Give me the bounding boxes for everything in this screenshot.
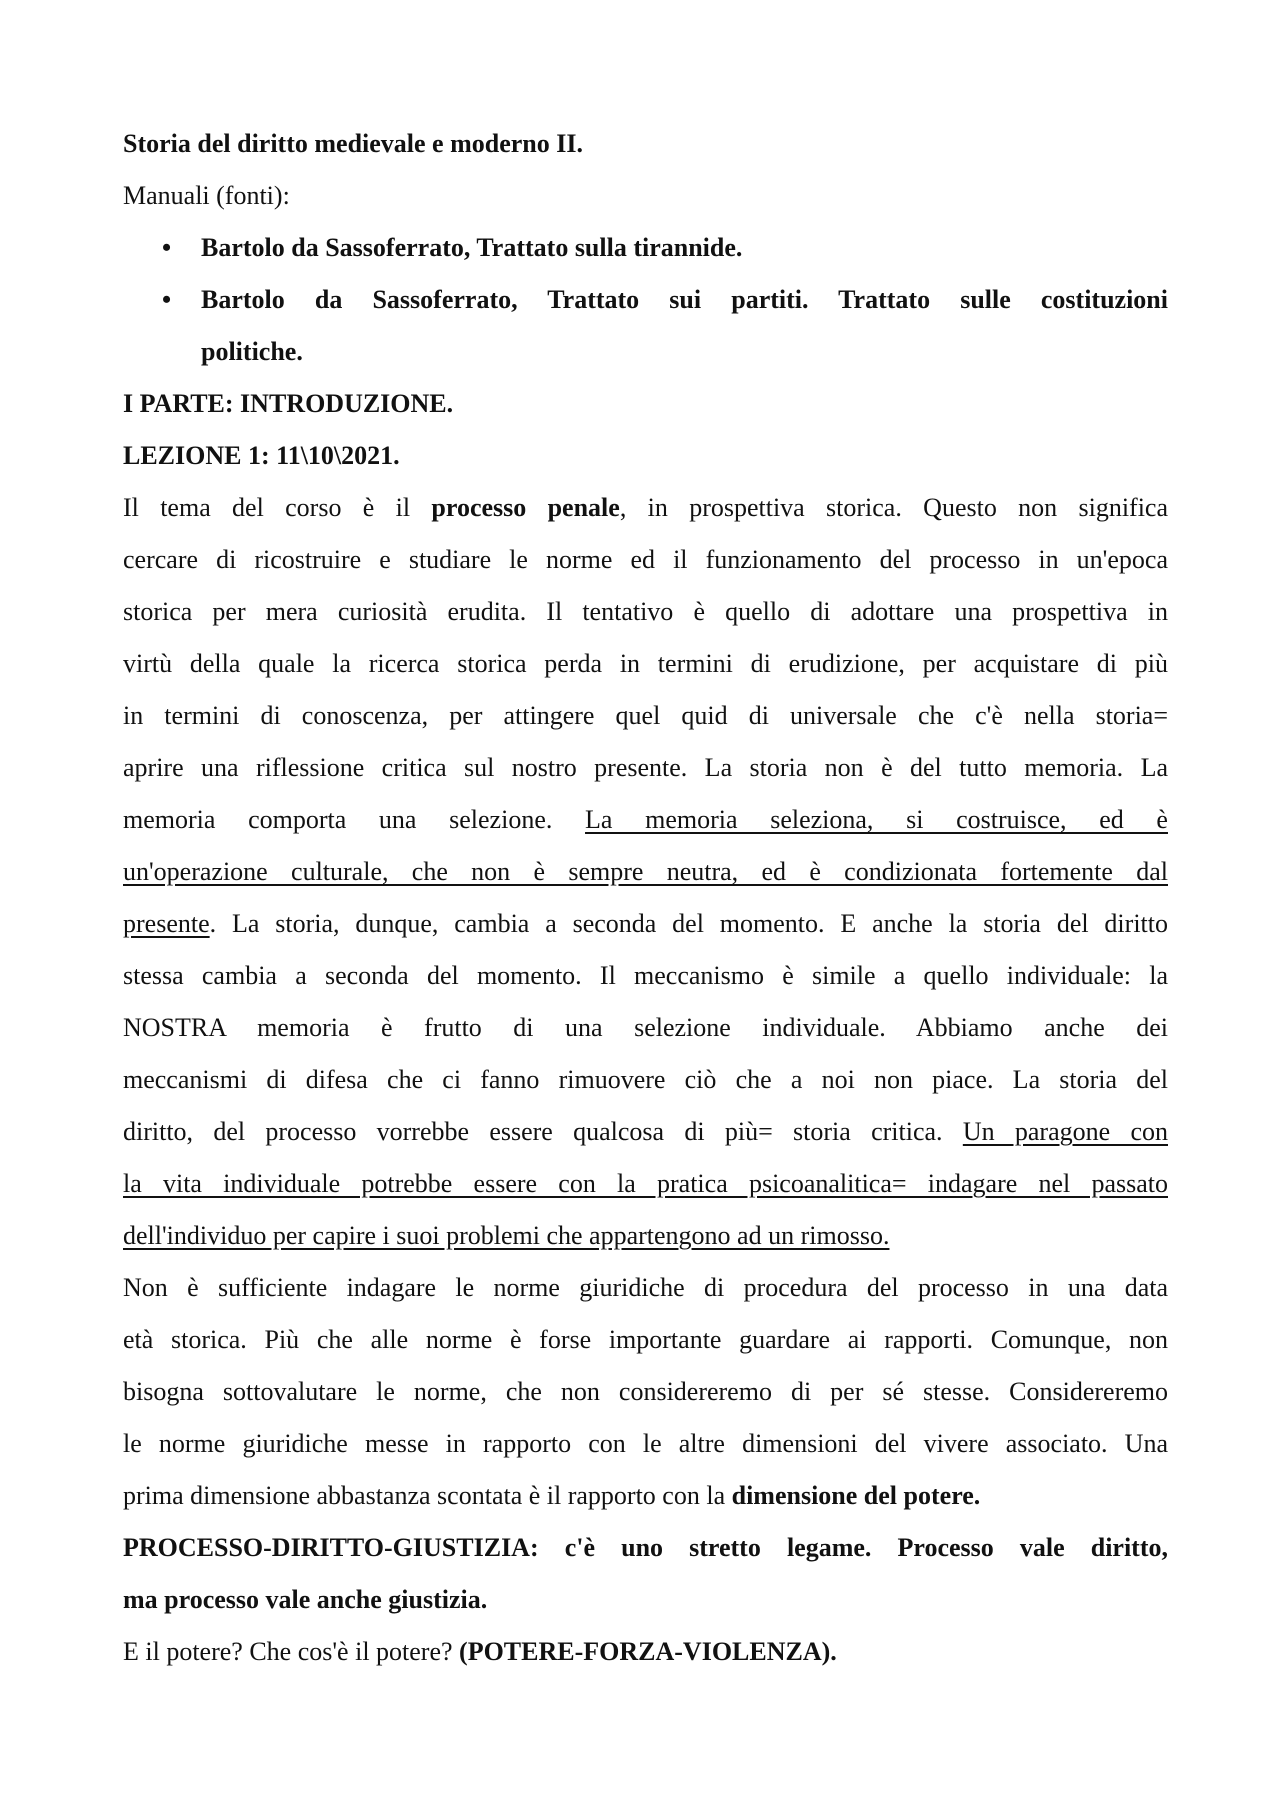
manual-list-item [123,222,1168,274]
bullet-icon: • [162,233,172,262]
bold-line: ma processo vale anche giustizia. [123,1585,488,1614]
text-line: aprire una riflessione critica sul nostro presente. La storia non è del tutto memoria. La [123,753,1168,782]
text-line [123,1470,1168,1522]
lesson-heading: LEZIONE 1: 11\10\2021. [123,441,400,470]
bold-line: PROCESSO-DIRITTO-GIUSTIZIA: c'è uno stretto legame. Processo vale diritto, [123,1533,1168,1562]
text-run: , in prospettiva storica. Questo non significa [619,493,1169,522]
text-line: NOSTRA memoria è frutto di una selezione individuale. Abbiamo anche dei [123,1013,1168,1042]
paragraph-2 [123,1262,1168,1522]
text-run: E il potere? Che cos'è il potere? [123,1637,460,1666]
text-line: meccanismi di difesa che ci fanno rimuovere ciò che a noi non piace. La storia del [123,1065,1168,1094]
part-heading: I PARTE: INTRODUZIONE. [123,389,454,418]
underlined-text: Un paragone con [962,1117,1168,1146]
text-run: prima dimensione abbastanza scontata è il rapporto con la [123,1481,732,1510]
underlined-text: La memoria seleziona, si costruisce, ed è [585,805,1168,834]
manual-text: Bartolo da Sassoferrato, Trattato sulla tirannide. [201,233,743,262]
manual-list-item [123,274,1168,326]
paragraph-3 [123,1522,1168,1626]
text-line: stessa cambia a seconda del momento. Il meccanismo è simile a quello individuale: la [123,961,1168,990]
manual-list-item-continuation [123,326,1168,378]
text-run: memoria comporta una selezione. [123,805,586,834]
underlined-line: la vita individuale potrebbe essere con la pratica psicoanalitica= indagare nel passato [123,1169,1168,1198]
document-title: Storia del diritto medievale e moderno II. [123,129,583,158]
paragraph-4 [123,1626,1168,1678]
text-line: cercare di ricostruire e studiare le norme ed il funzionamento del processo in un'epoca [123,545,1168,574]
text-line: virtù della quale la ricerca storica perda in termini di erudizione, per acquistare di più [123,649,1168,678]
underlined-line: un'operazione culturale, che non è sempre neutra, ed è condizionata fortemente dal [123,857,1168,886]
text-run: . La storia, dunque, cambia a seconda del momento. E anche la storia del diritto [209,909,1168,938]
text-line: in termini di conoscenza, per attingere quel quid di universale che c'è nella storia= [123,701,1168,730]
manual-text: Bartolo da Sassoferrato, Trattato sui partiti. Trattato sulle costituzioni [201,285,1168,314]
text-line [123,1626,1168,1678]
text-line: età storica. Più che alle norme è forse importante guardare ai rapporti. Comunque, non [123,1325,1168,1354]
text-run: Il tema del corso è il [123,493,432,522]
manuals-label: Manuali (fonti): [123,181,290,210]
text-line: Non è sufficiente indagare le norme giuridiche di procedura del processo in una data [123,1273,1168,1302]
bold-term: (POTERE-FORZA-VIOLENZA). [459,1637,837,1666]
text-line: bisogna sottovalutare le norme, che non considereremo di per sé stesse. Considereremo [123,1377,1168,1406]
text-line [123,794,1168,846]
manual-text: politiche. [201,337,303,366]
text-line: storica per mera curiosità erudita. Il tentativo è quello di adottare una prospettiva in [123,597,1168,626]
bold-term: processo penale [431,493,620,522]
document-page [123,118,1168,1678]
underlined-line: dell'individuo per capire i suoi problemi che appartengono ad un rimosso. [123,1221,890,1250]
bold-term: dimensione del potere. [731,1481,981,1510]
text-line [123,898,1168,950]
text-line [123,482,1168,534]
text-run: diritto, del processo vorrebbe essere qualcosa di più= storia critica. [123,1117,963,1146]
text-line [123,1106,1168,1158]
bullet-icon: • [162,285,172,314]
underlined-text: presente [123,909,210,938]
text-line: le norme giuridiche messe in rapporto con le altre dimensioni del vivere associato. Una [123,1429,1168,1458]
paragraph-1 [123,482,1168,1262]
